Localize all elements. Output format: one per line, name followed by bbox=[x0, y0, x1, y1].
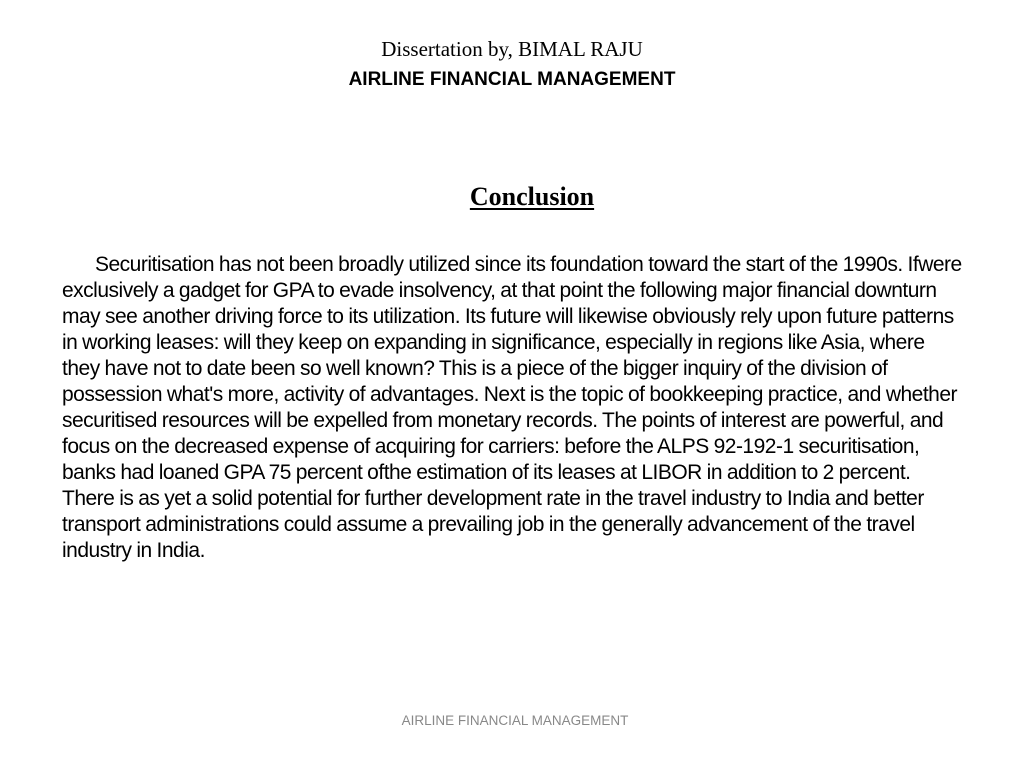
conclusion-paragraph: Securitisation has not been broadly utilized since its foundation toward the start of the 1990s. Ifwere exclusively a gadget for GPA to evade insolvency, at that point the following major financial downturn may see another driving force to its utilization. Its future will likewise obviously rely upon future patterns in working leases: will they keep on expanding in significance, especially in regions like Asia, where they have not to date been so well known? This is a piece of the bigger inquiry of the division of possession what's more, activity of advantages. Next is the topic of bookkeeping practice, and whether securitised resources will be expelled from monetary records. The points of interest are powerful, and focus on the decreased expense of acquiring for carriers: before the ALPS 92-192-1 securitisation, banks had loaned GPA 75 percent ofthe estimation of its leases at LIBOR in addition to 2 percent. There is as yet a solid potential for further development rate in the travel industry to India and better transport administrations could assume a prevailing job in the generally advancement of the travel industry in India. bbox=[62, 253, 962, 562]
dissertation-byline: Dissertation by, BIMAL RAJU bbox=[381, 37, 643, 61]
document-title: AIRLINE FINANCIAL MANAGEMENT bbox=[348, 69, 676, 90]
slide-footer: AIRLINE FINANCIAL MANAGEMENT bbox=[401, 713, 629, 728]
section-heading: Conclusion bbox=[469, 182, 595, 211]
